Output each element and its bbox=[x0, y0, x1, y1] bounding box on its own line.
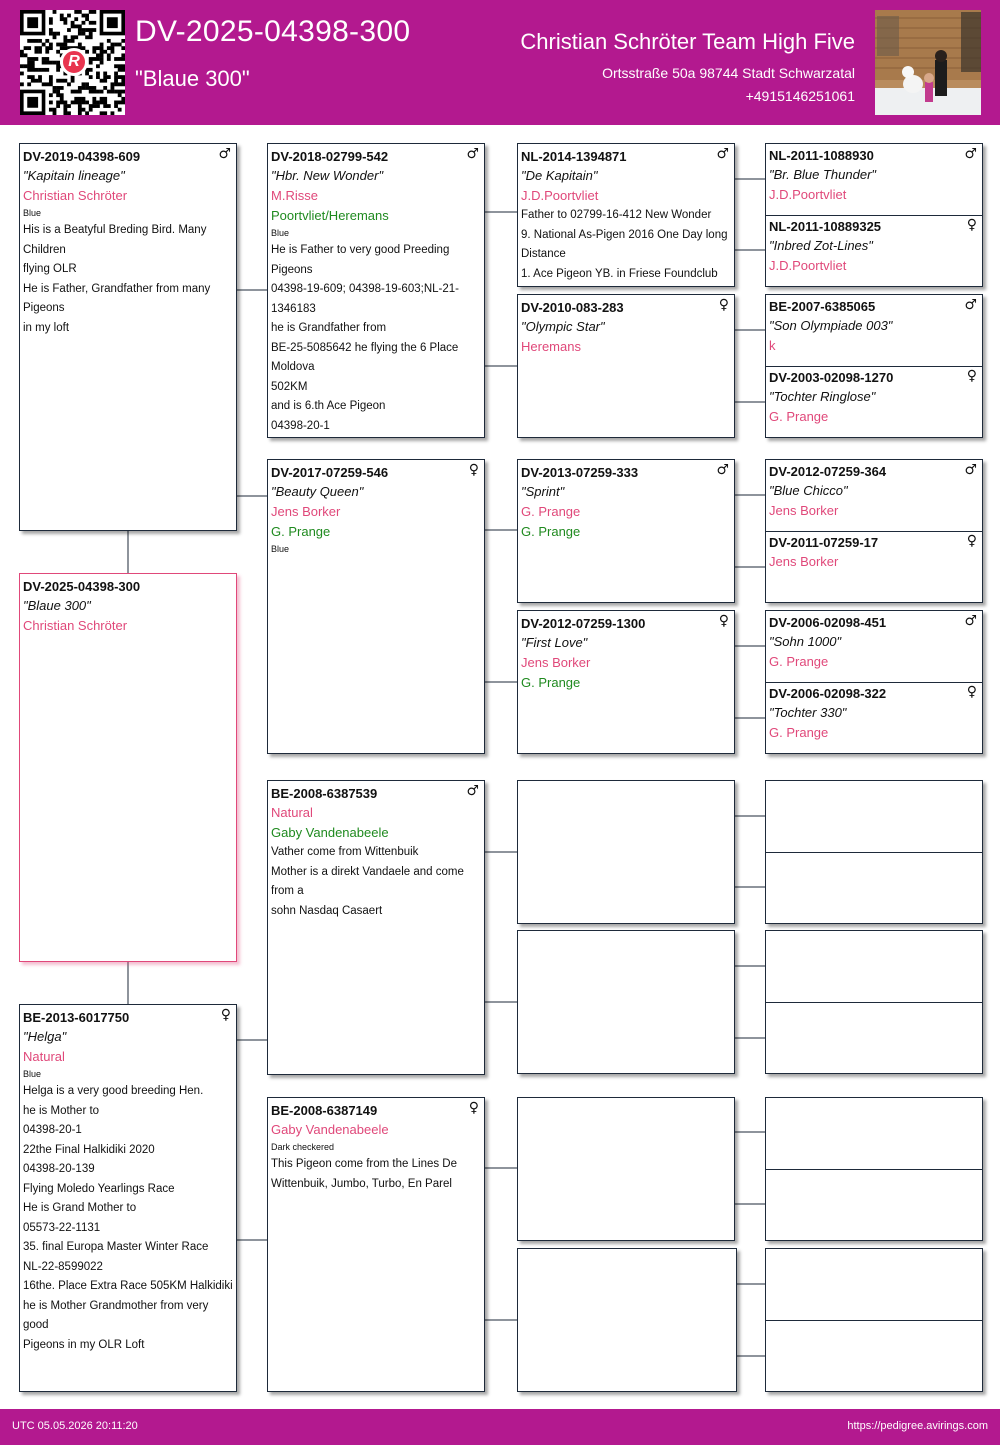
pigeon-name: "Br. Blue Thunder" bbox=[769, 167, 877, 182]
note-line: 502KM bbox=[271, 380, 308, 393]
pigeon-name: "Beauty Queen" bbox=[271, 484, 364, 499]
page-subtitle-name: "Blaue 300" bbox=[135, 66, 250, 91]
ring-number: NL-2014-1394871 bbox=[521, 149, 627, 164]
breeder-name: Jens Borker bbox=[271, 504, 341, 519]
ring-number: DV-2012-07259-1300 bbox=[521, 616, 646, 631]
empty-great-grandparent-card[interactable] bbox=[517, 930, 735, 1074]
empty-great-great-grandparent-pair[interactable] bbox=[765, 930, 983, 1074]
pair-divider bbox=[766, 366, 982, 367]
ring-number: DV-2011-07259-17 bbox=[769, 535, 879, 550]
note-line: Helga is a very good breeding Hen. bbox=[23, 1085, 204, 1097]
pair-divider bbox=[766, 215, 982, 216]
loft-owner: Christian Schröter Team High Five bbox=[520, 29, 855, 54]
note-line: 04398-20-1 bbox=[23, 1124, 82, 1136]
note-line: He is Father, Grandfather from many Pigeons bbox=[23, 282, 211, 314]
pigeon-name: "Sprint" bbox=[521, 484, 565, 499]
ring-number: BE-2008-6387149 bbox=[271, 1103, 378, 1118]
great-grandparent-card[interactable] bbox=[517, 610, 735, 754]
pair-divider bbox=[766, 1320, 982, 1321]
male-icon: ♂ bbox=[716, 462, 729, 478]
pigeon-notes bbox=[521, 206, 731, 287]
female-icon: ♀ bbox=[966, 684, 977, 700]
breeder-name: Heremans bbox=[521, 339, 581, 354]
empty-great-grandparent-card[interactable] bbox=[517, 1097, 735, 1241]
maternal-grandmother-card[interactable] bbox=[267, 1097, 485, 1392]
note-line: 35. final Europa Master Winter Race bbox=[23, 1241, 209, 1253]
note-line: He is Father to very good Preeding Pigeons bbox=[271, 244, 450, 276]
breeder-name: G. Prange bbox=[769, 654, 829, 669]
male-icon: ♂ bbox=[218, 146, 231, 162]
pigeon-name: "Son Olympiade 003" bbox=[769, 318, 893, 333]
pigeon-name: "Kapitain lineage" bbox=[23, 168, 125, 183]
loft-phone: +4915146251061 bbox=[745, 88, 855, 104]
pigeon-color: Blue bbox=[23, 208, 42, 218]
note-line bbox=[271, 436, 481, 438]
note-line: 1. Ace Pigeon YB. in Friese Foundclub bbox=[521, 267, 718, 280]
note-line: He is Grand Mother to bbox=[23, 1202, 137, 1214]
pigeon-name: "Tochter 330" bbox=[769, 705, 847, 720]
note-line: BE-25-5085642 he flying the 6 Place Moldova bbox=[271, 341, 459, 373]
loft-address: Ortsstraße 50a 98744 Stadt Schwarzatal bbox=[602, 65, 855, 81]
note-line: 04398-20-1 bbox=[271, 419, 330, 432]
breeder-name: Gaby Vandenabeele bbox=[271, 1122, 389, 1137]
breeder-name: Jens Borker bbox=[521, 655, 591, 670]
ring-number: DV-2019-04398-609 bbox=[23, 149, 141, 164]
note-line: 22the Final Halkidiki 2020 bbox=[23, 1143, 155, 1156]
ring-number: BE-2008-6387539 bbox=[271, 786, 378, 801]
ring-number: DV-2018-02799-542 bbox=[271, 149, 389, 164]
great-grandparent-card[interactable] bbox=[517, 294, 735, 438]
note-line: flying OLR bbox=[23, 263, 77, 275]
pigeon-notes bbox=[271, 1155, 481, 1194]
male-icon: ♂ bbox=[964, 297, 977, 313]
female-icon: ♀ bbox=[718, 613, 729, 629]
great-great-grandparent-pair[interactable] bbox=[765, 610, 983, 754]
pigeon-color: Dark checkered bbox=[271, 1142, 335, 1152]
pigeon-notes bbox=[271, 843, 481, 921]
great-great-grandparent-pair[interactable] bbox=[765, 294, 983, 438]
note-line: he is Grandfather from bbox=[271, 322, 387, 334]
ring-number: BE-2013-6017750 bbox=[23, 1010, 130, 1025]
paternal-grandmother-card[interactable] bbox=[267, 459, 485, 754]
note-line: 04398-19-609; 04398-19-603;NL-21-1346183 bbox=[271, 283, 459, 315]
page-footer bbox=[0, 1409, 1000, 1445]
female-icon: ♀ bbox=[966, 533, 977, 549]
female-icon: ♀ bbox=[468, 1100, 479, 1116]
paternal-grandfather-card[interactable] bbox=[267, 143, 485, 438]
owner-name: Gaby Vandenabeele bbox=[271, 825, 389, 840]
breeder-name: Jens Borker bbox=[769, 503, 839, 518]
note-line: Flying Moledo Yearlings Race bbox=[23, 1182, 175, 1195]
note-line: His is a Beatyful Breding Bird. Many Children bbox=[23, 224, 207, 256]
pigeon-color: Blue bbox=[23, 1069, 42, 1079]
note-line: 9. National As-Pigen 2016 One Day long bbox=[521, 228, 728, 241]
male-icon: ♂ bbox=[466, 783, 479, 799]
pigeon-name: "Tochter Ringlose" bbox=[769, 389, 876, 404]
ring-number: DV-2003-02098-1270 bbox=[769, 370, 894, 385]
breeder-name: J.D.Poortvliet bbox=[769, 187, 847, 202]
breeder-name: k bbox=[769, 338, 776, 353]
breeder-name: Christian Schröter bbox=[23, 618, 128, 633]
pair-divider bbox=[766, 1169, 982, 1170]
pair-divider bbox=[766, 852, 982, 853]
breeder-name: Natural bbox=[271, 805, 313, 820]
female-icon: ♀ bbox=[718, 297, 729, 313]
pigeon-notes bbox=[23, 1082, 233, 1355]
pigeon-name: "Blue Chicco" bbox=[769, 483, 848, 498]
pigeon-name: "Inbred Zot-Lines" bbox=[769, 238, 873, 253]
note-line: 16the. Place Extra Race 505KM Halkidiki bbox=[23, 1280, 233, 1292]
pigeon-name: "De Kapitain" bbox=[521, 168, 598, 183]
pigeon-name: "Helga" bbox=[23, 1029, 67, 1044]
pigeon-name: "Blaue 300" bbox=[23, 598, 91, 613]
note-line: he is Mother Grandmother from very good bbox=[23, 1299, 209, 1331]
subject-pigeon-card[interactable] bbox=[19, 573, 237, 962]
empty-great-great-grandparent-pair[interactable] bbox=[765, 780, 983, 924]
breeder-name: Natural bbox=[23, 1049, 65, 1064]
ring-number: NL-2011-10889325 bbox=[769, 219, 882, 234]
breeder-name: G. Prange bbox=[769, 725, 829, 740]
note-line: sohn Nasdaq Casaert bbox=[271, 904, 383, 917]
note-line: Distance bbox=[521, 248, 566, 260]
pigeon-notes bbox=[23, 221, 233, 338]
breeder-name: Jens Borker bbox=[769, 554, 839, 569]
pigeon-color: Blue bbox=[271, 544, 290, 554]
site-link[interactable]: https://pedigree.avirings.com bbox=[847, 1420, 988, 1432]
pair-divider bbox=[766, 682, 982, 683]
note-line: NL-22-8599022 bbox=[23, 1260, 103, 1273]
breeder-name: Christian Schröter bbox=[23, 188, 128, 203]
note-line: and is 6.th Ace Pigeon bbox=[271, 400, 386, 412]
breeder-name: G. Prange bbox=[521, 504, 581, 519]
male-icon: ♂ bbox=[466, 146, 479, 162]
female-icon: ♀ bbox=[468, 462, 479, 478]
note-line: in my loft bbox=[23, 321, 70, 334]
empty-great-grandparent-card[interactable] bbox=[517, 1248, 737, 1392]
great-great-grandparent-pair[interactable] bbox=[765, 143, 983, 287]
note-line: Vather come from Wittenbuik bbox=[271, 846, 419, 858]
owner-name: Poortvliet/Heremans bbox=[271, 208, 389, 223]
male-icon: ♂ bbox=[964, 613, 977, 629]
breeder-name: J.D.Poortvliet bbox=[521, 188, 599, 203]
female-icon: ♀ bbox=[966, 217, 977, 233]
ring-number: DV-2025-04398-300 bbox=[23, 579, 141, 594]
ring-number: DV-2006-02098-322 bbox=[769, 686, 887, 701]
empty-great-great-grandparent-pair[interactable] bbox=[765, 1248, 983, 1392]
ring-number: BE-2007-6385065 bbox=[769, 299, 876, 314]
note-line: This Pigeon come from the Lines De bbox=[271, 1158, 458, 1170]
owner-name: G. Prange bbox=[521, 675, 581, 690]
page-title-ring: DV-2025-04398-300 bbox=[135, 15, 411, 48]
pigeon-name: "Hbr. New Wonder" bbox=[271, 168, 384, 183]
note-line: Pigeons in my OLR Loft bbox=[23, 1338, 145, 1351]
ring-number: DV-2012-07259-364 bbox=[769, 464, 887, 479]
empty-great-great-grandparent-pair[interactable] bbox=[765, 1097, 983, 1241]
pigeon-name: "First Love" bbox=[521, 635, 588, 650]
male-icon: ♂ bbox=[716, 146, 729, 162]
ring-number: DV-2013-07259-333 bbox=[521, 465, 639, 480]
breeder-name: M.Risse bbox=[271, 188, 318, 203]
avirings-logo-icon: R bbox=[60, 48, 88, 76]
pigeon-name: "Sohn 1000" bbox=[769, 634, 842, 649]
pigeon-name: "Olympic Star" bbox=[521, 319, 605, 334]
father-card[interactable] bbox=[19, 143, 237, 531]
empty-great-grandparent-card[interactable] bbox=[517, 780, 735, 924]
note-line: Wittenbuik, Jumbo, Turbo, En Parel bbox=[271, 1177, 452, 1190]
male-icon: ♂ bbox=[964, 462, 977, 478]
great-great-grandparent-pair[interactable] bbox=[765, 459, 983, 603]
ring-number: NL-2011-1088930 bbox=[769, 148, 874, 163]
pigeon-notes bbox=[271, 241, 481, 438]
pair-divider bbox=[766, 1002, 982, 1003]
note-line: he is Mother to bbox=[23, 1104, 100, 1117]
maternal-grandfather-card[interactable] bbox=[267, 780, 485, 1075]
breeder-name: J.D.Poortvliet bbox=[769, 258, 847, 273]
owner-name: G. Prange bbox=[271, 524, 331, 539]
ring-number: DV-2017-07259-546 bbox=[271, 465, 389, 480]
pigeon-color: Blue bbox=[271, 228, 290, 238]
ring-number: DV-2006-02098-451 bbox=[769, 615, 887, 630]
generated-timestamp: UTC 05.05.2026 20:11:20 bbox=[12, 1420, 138, 1432]
note-line: 04398-20-139 bbox=[23, 1163, 95, 1175]
female-icon: ♀ bbox=[220, 1007, 231, 1023]
breeder-name: G. Prange bbox=[769, 409, 829, 424]
great-grandparent-card[interactable] bbox=[517, 143, 735, 287]
mother-card[interactable] bbox=[19, 1004, 237, 1392]
female-icon: ♀ bbox=[966, 368, 977, 384]
note-line: Father to 02799-16-412 New Wonder bbox=[521, 209, 712, 221]
note-line: Mother is a direkt Vandaele and come from a bbox=[271, 865, 464, 897]
owner-name: G. Prange bbox=[521, 524, 581, 539]
great-grandparent-card[interactable] bbox=[517, 459, 735, 603]
ring-number: DV-2010-083-283 bbox=[521, 300, 624, 315]
note-line: 05573-22-1131 bbox=[23, 1221, 101, 1234]
male-icon: ♂ bbox=[964, 146, 977, 162]
pair-divider bbox=[766, 531, 982, 532]
